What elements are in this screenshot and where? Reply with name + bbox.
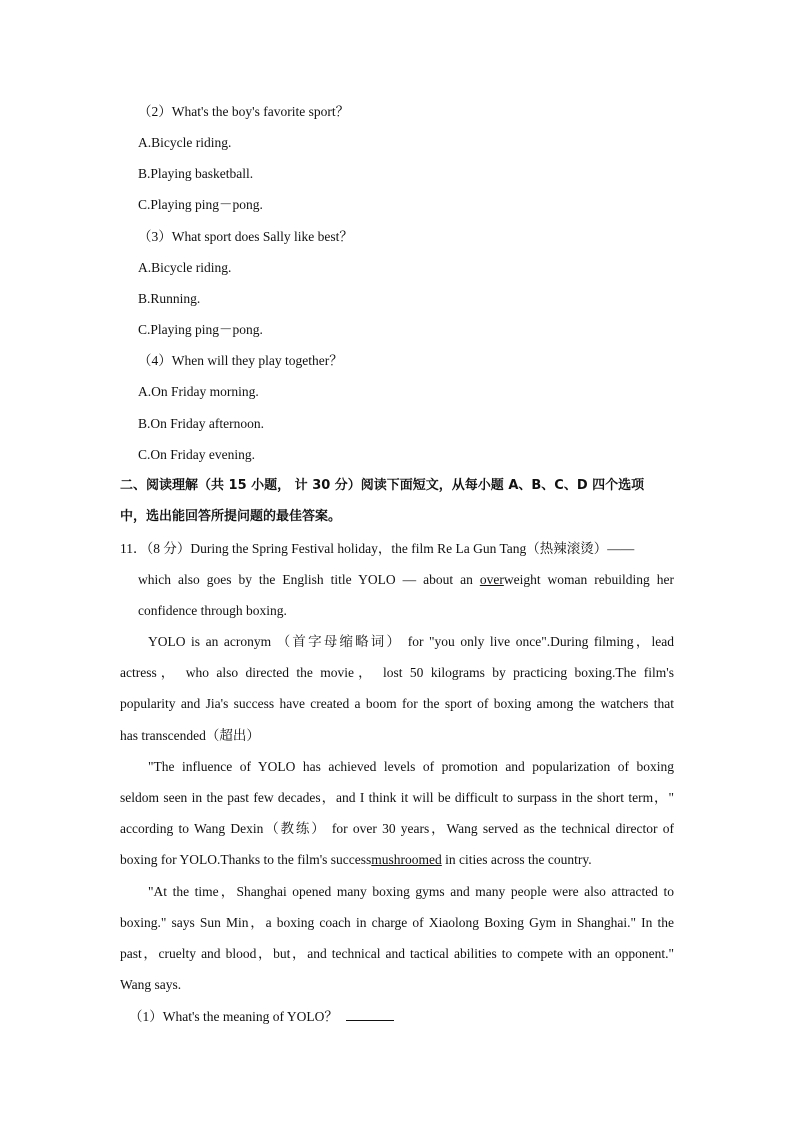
paragraph2-line4-post: in cities across the country.	[441, 852, 592, 867]
question-4-option-b: B.On Friday afternoon.	[138, 416, 264, 431]
section-heading-line2: 中，选出能回答所提问题的最佳答案。	[120, 509, 342, 524]
question-3-option-c: C.Playing ping－pong.	[138, 322, 263, 337]
question-2-stem: （2）What's the boy's favorite sport？	[138, 104, 350, 119]
paragraph1-line4: has transcended（超出）	[120, 728, 260, 743]
paragraph2-line4-pre: boxing for YOLO.Thanks to the film's success	[120, 852, 372, 867]
paragraph2-line4	[120, 851, 592, 869]
question-2-option-b: B.Playing basketball.	[138, 166, 254, 181]
paragraph3-line4: Wang says.	[120, 977, 182, 992]
question-4-stem: （4）When will they play together？	[138, 353, 343, 368]
question-2-option-c: C.Playing ping－pong.	[138, 197, 263, 212]
question-3-option-b: B.Running.	[138, 291, 201, 306]
paragraph2-line2: seldom seen in the past few decades，and I think it will be difficult to surpass in the short term，"	[120, 790, 674, 805]
underlined-word-mushroomed: mushroomed	[371, 852, 442, 867]
paragraph2-line3: according to Wang Dexin（教练） for over 30 years，Wang served as the technical director of	[120, 821, 674, 836]
question-3-stem: （3）What sport does Sally like best？	[138, 229, 353, 244]
section-heading-line1: 二、阅读理解（共 15 小题， 计 30 分）阅读下面短文，从每小题 A、B、C、D 四个选项	[120, 478, 645, 493]
passage-intro-line3: confidence through boxing.	[138, 603, 287, 618]
paragraph2-line1: "The influence of YOLO has achieved levels of promotion and popularization of boxing	[148, 759, 674, 774]
question-3-option-a: A.Bicycle riding.	[138, 260, 232, 275]
paragraph1-line3: popularity and Jia's success have created a boom for the sport of boxing among the watchers that	[120, 696, 674, 711]
question-4-option-a: A.On Friday morning.	[138, 384, 259, 399]
sub-question-1	[129, 1008, 394, 1026]
paragraph3-line1: "At the time，Shanghai opened many boxing gyms and many people were also attracted to	[148, 884, 674, 899]
paragraph3-line2: boxing." says Sun Min，a boxing coach in charge of Xiaolong Boxing Gym in Shanghai." In the	[120, 915, 674, 930]
passage-intro-line2-post: weight woman rebuilding her	[503, 572, 675, 587]
underlined-word-over: over	[479, 572, 504, 587]
question-4-option-c: C.On Friday evening.	[138, 447, 255, 462]
paragraph1-line2: actress， who also directed the movie， lost 50 kilograms by practicing boxing.The film's	[120, 665, 674, 680]
passage-intro-line1: 11．（8 分）During the Spring Festival holiday，the film Re La Gun Tang（热辣滚烫）——	[120, 541, 635, 556]
answer-blank[interactable]	[346, 1008, 394, 1021]
paragraph3-line3: past，cruelty and blood，but，and technical and tactical abilities to compete with an opponent."	[120, 946, 674, 961]
paragraph1-line1: YOLO is an acronym （首字母缩略词） for "you only live once".During filming，lead	[148, 634, 674, 649]
question-2-option-a: A.Bicycle riding.	[138, 135, 232, 150]
passage-intro-line2-pre: which also goes by the English title YOLO — about an	[138, 572, 480, 587]
passage-intro-line2	[138, 571, 674, 589]
sub-question-1-text: （1）What's the meaning of YOLO？	[129, 1009, 338, 1024]
